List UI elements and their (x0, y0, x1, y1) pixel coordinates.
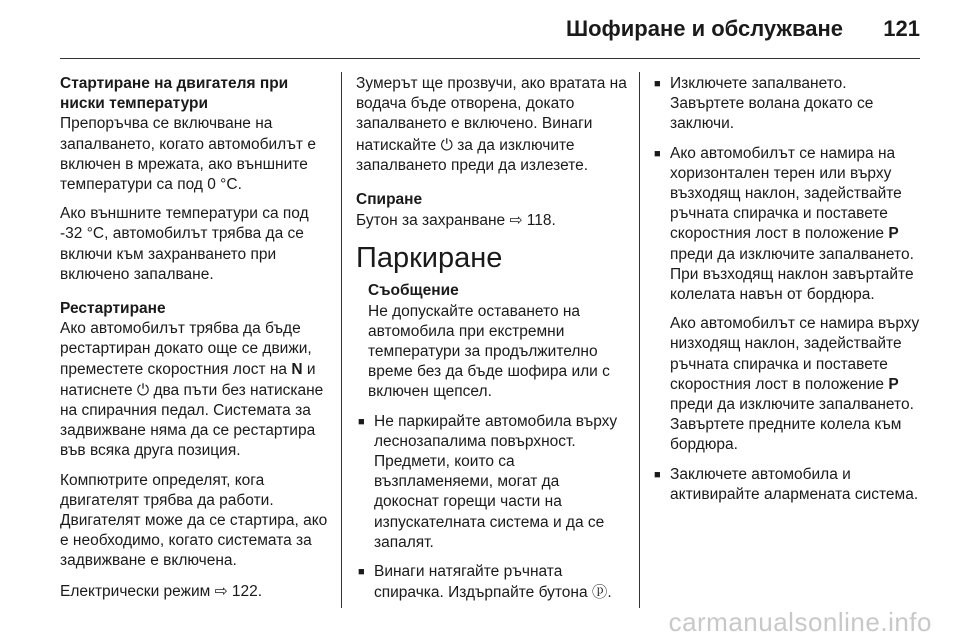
power-button-icon: ⏻ (440, 135, 453, 154)
column-divider-right (639, 72, 640, 608)
header-title: Шофиране и обслужване (565, 16, 843, 41)
paragraph: Ако автомобилът трябва да бъде рестартиран докато още се движи, преместете скоростния лост на N и натиснете ⏻ два пъти без натискане на спирачния педал. Системата за задвижване няма да се рестартира във всяка друга позиция. (60, 320, 324, 460)
column-1 (60, 74, 332, 611)
power-button-icon: ⏻ (136, 380, 150, 399)
heading-restart: Рестартиране (60, 300, 166, 318)
notice-text: Не допускайте оставането на автомобила при екстремни температури за продължително време без да бъде шофира или с включен щепсел. (368, 302, 610, 401)
gear-p-label: P (888, 375, 899, 393)
section-title-parking: Паркиране (356, 242, 503, 275)
parking-brake-icon: ⓟ (591, 583, 608, 602)
page-number: 121 (883, 16, 920, 41)
list-item: ■ Ако автомобилът се намира на хоризонтален терен или върху възходящ наклон, задействайте ръчната спирачка и поставете скоростния лост в положение P преди да изключите запалването. При възходящ наклон завъртайте колелата навън от бордюра. (652, 144, 924, 306)
paragraph: Ако външните температури са под -32 °C, автомобилът трябва да се включи към захранването при включено запалване. (60, 205, 309, 283)
list-subparagraph: Ако автомобилът се намира върху низходящ наклон, задействайте ръчната спирачка и поставете скоростния лост в положение P преди да изключите запалването. Завъртете предните колела към бордюра. (670, 315, 920, 454)
heading-stopping: Спиране (356, 191, 423, 209)
paragraph: Бутон за захранване ⇨ 118. (356, 211, 556, 230)
list-item: ■ Заключете автомобила и активирайте алармената система. (652, 465, 924, 505)
list-item: ■ Винаги натягайте ръчната спирачка. Издърпайте бутона ⓟ. (356, 562, 628, 603)
list-item: ■ Не паркирайте автомобила върху леснозапалима повърхност. Предмети, които са възпламеняеми, могат да докоснат горещи части на изпускателната система и да се запалят. (356, 412, 628, 553)
notice-block (356, 281, 628, 402)
paragraph: Електрически режим ⇨ 122. (60, 581, 263, 600)
gear-n-label: N (291, 360, 303, 378)
gear-p-label: P (888, 225, 899, 243)
watermark: carmanualsonline.info (668, 607, 932, 637)
header-divider (60, 58, 920, 59)
column-2 (356, 74, 628, 612)
reference-arrow-icon: ⇨ (214, 581, 228, 600)
reference-arrow-icon: ⇨ (509, 211, 523, 230)
paragraph: Зумерът ще прозвучи, ако вратата на водача бъде отворена, докато запалването е включено. Винаги натискайте ⏻ за да изключите запалването преди да излезете. (356, 75, 627, 174)
notice-title: Съобщение (368, 282, 459, 300)
list-item: ■ Изключете запалването. Завъртете волана докато се заключи. (652, 74, 924, 135)
column-divider-left (341, 72, 342, 608)
column-3 (652, 74, 924, 514)
heading-cold-start: Стартиране на двигателя при ниски температури (60, 75, 289, 113)
paragraph: Компютрите определят, кога двигателят трябва да работи. Двигателят може да се стартира, ако е необходимо, когато системата за задвижване е включена. (60, 471, 328, 570)
page-header (0, 0, 960, 56)
paragraph: Препоръчва се включване на запалването, когато автомобилът е включен в мрежата, ако външните температури са под 0 °C. (60, 115, 316, 194)
